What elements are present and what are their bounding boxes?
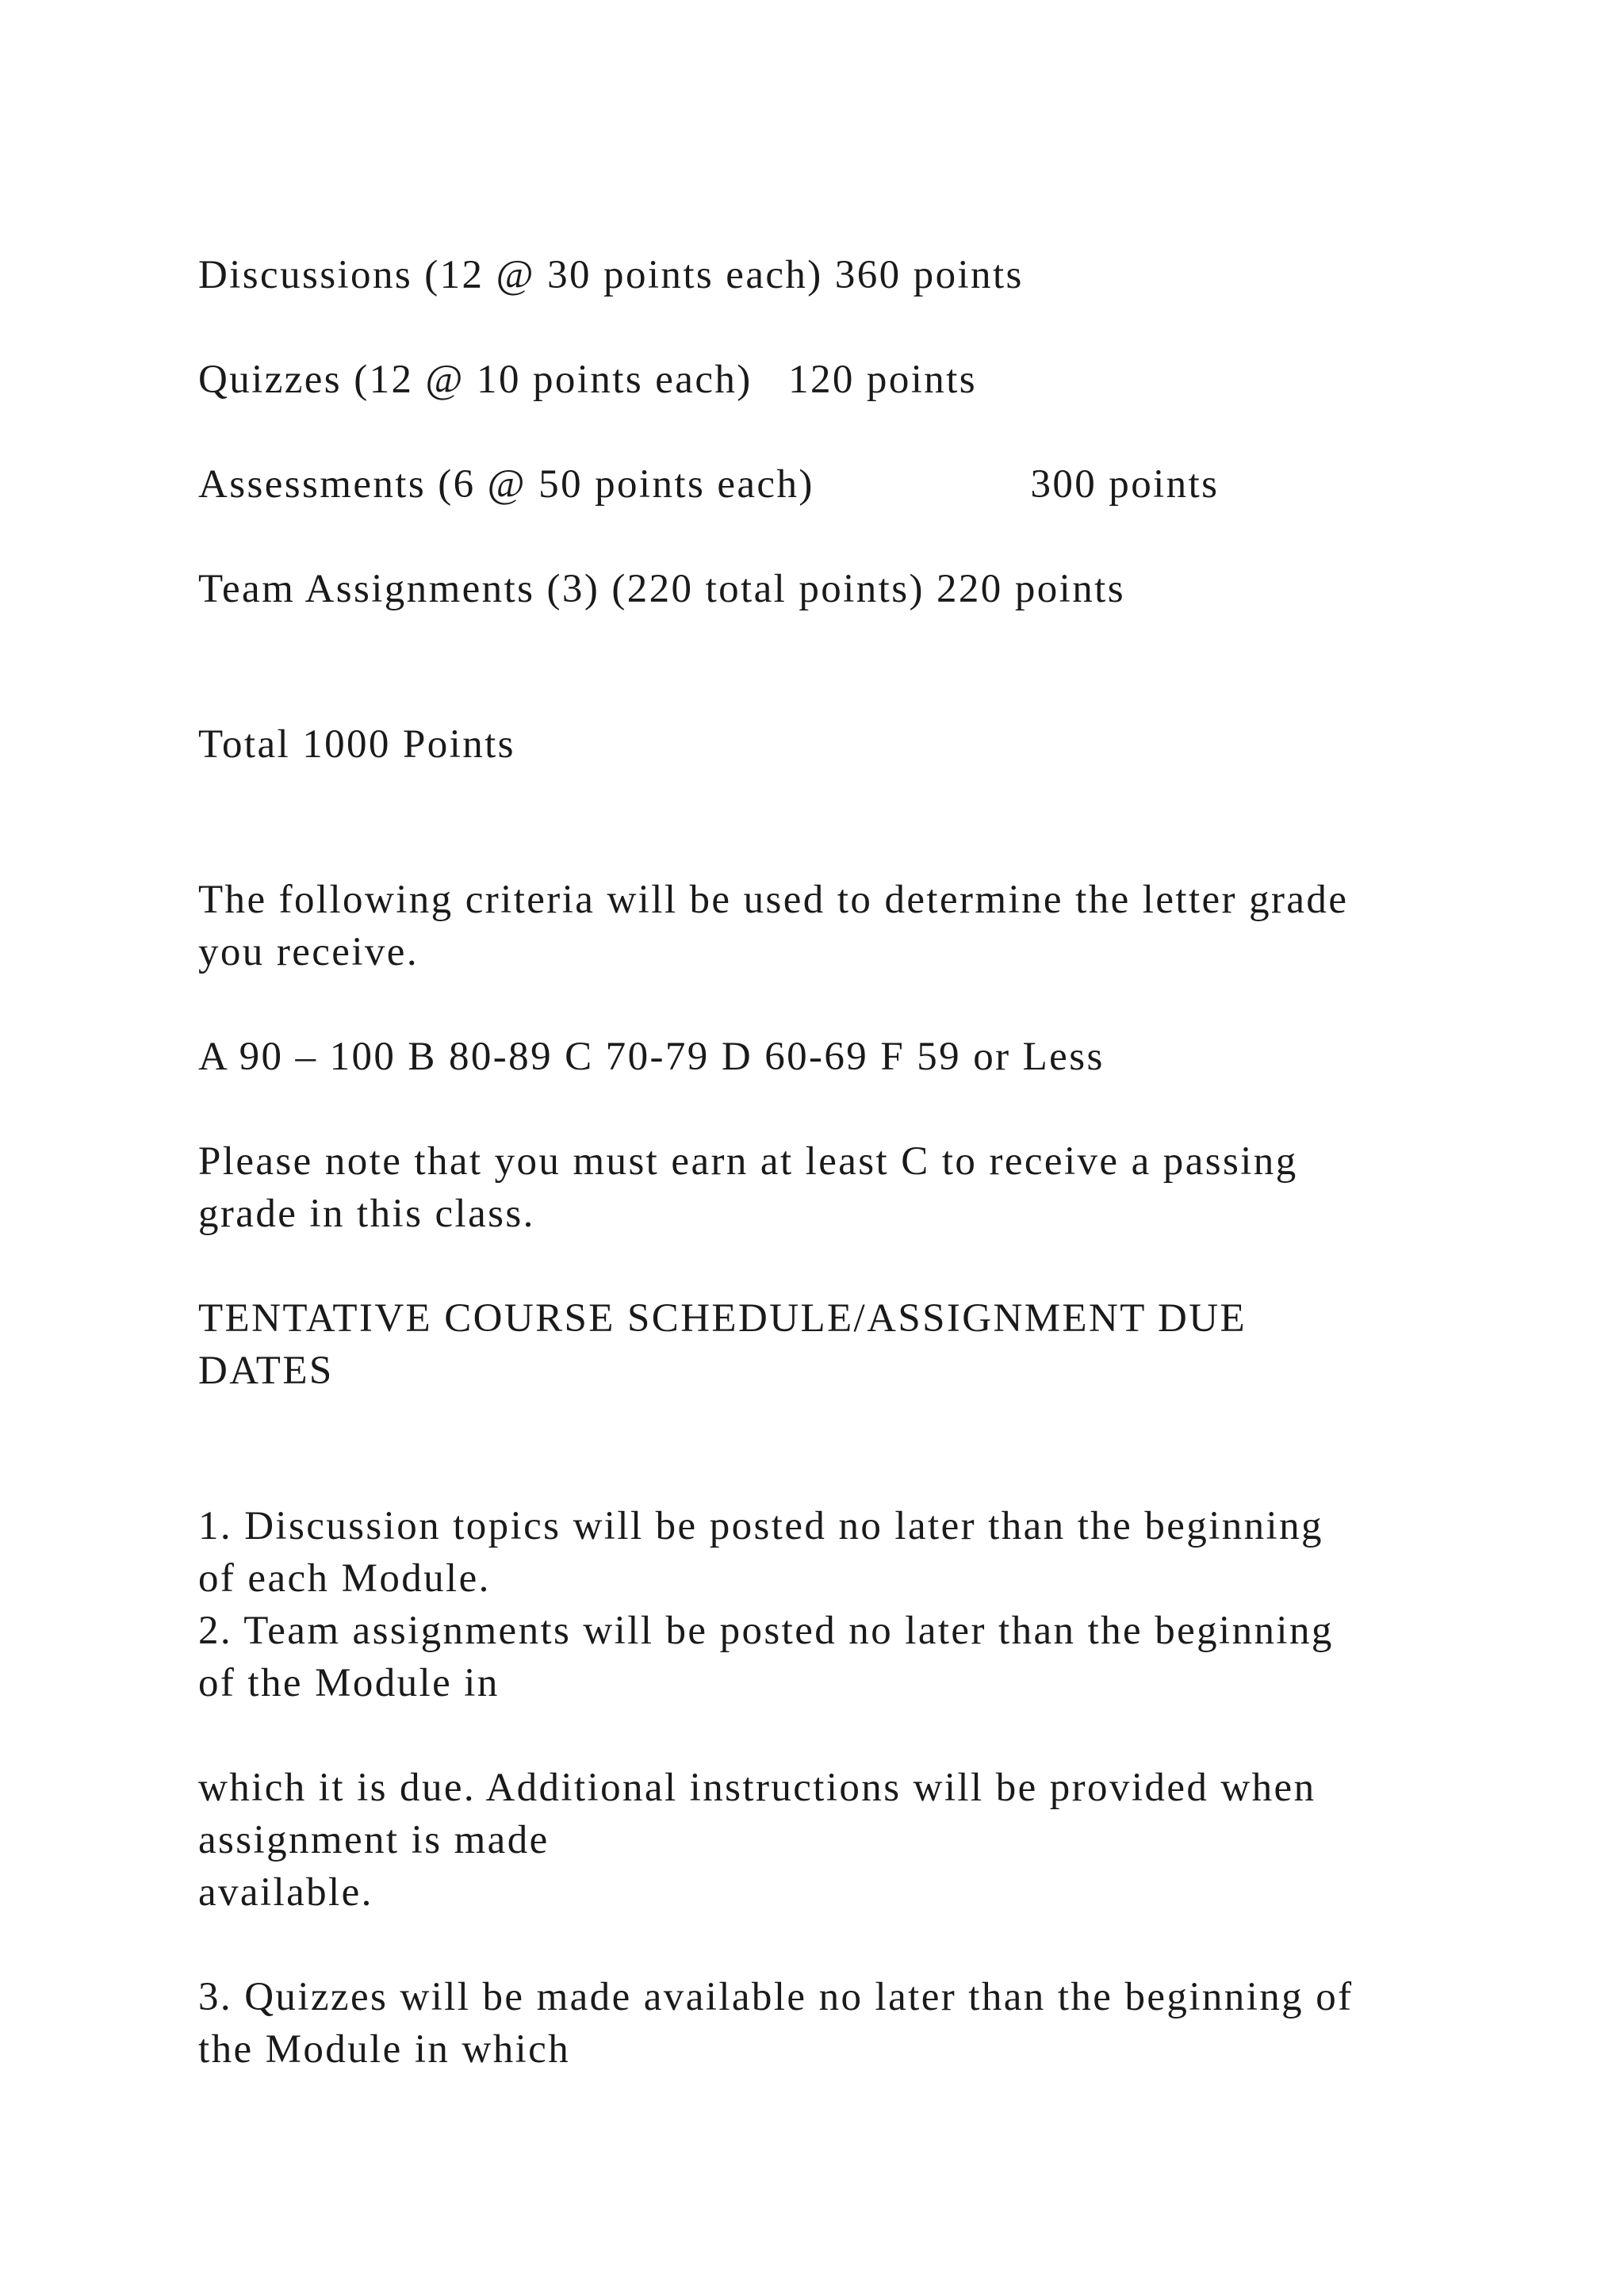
- schedule-item-2-line-1: 2. Team assignments will be posted no later than the beginning: [198, 1609, 1334, 1653]
- criteria-intro-line-1: The following criteria will be used to determine the letter grade: [198, 878, 1349, 922]
- schedule-item-2-line-2: of the Module in: [198, 1661, 500, 1705]
- grading-discussions: Discussions (12 @ 30 points each) 360 points: [198, 253, 1024, 297]
- schedule-item-2-line-4: assignment is made: [198, 1818, 550, 1862]
- passing-note-line-2: grade in this class.: [198, 1192, 535, 1236]
- schedule-item-1-line-2: of each Module.: [198, 1556, 491, 1601]
- grading-team-assignments: Team Assignments (3) (220 total points) 220 points: [198, 567, 1125, 611]
- schedule-heading-line-1: TENTATIVE COURSE SCHEDULE/ASSIGNMENT DUE: [198, 1296, 1247, 1341]
- passing-note-line-1: Please note that you must earn at least C to receive a passing: [198, 1139, 1298, 1184]
- schedule-item-2-line-5: available.: [198, 1870, 373, 1915]
- schedule-heading-line-2: DATES: [198, 1349, 334, 1393]
- schedule-item-1-line-1: 1. Discussion topics will be posted no later than the beginning: [198, 1504, 1323, 1548]
- grade-scale: A 90 – 100 B 80-89 C 70-79 D 60-69 F 59 or Less: [198, 1035, 1105, 1079]
- grading-assessments: Assessments (6 @ 50 points each) 300 points: [198, 462, 1220, 507]
- grading-total: Total 1000 Points: [198, 722, 515, 767]
- schedule-item-3-line-1: 3. Quizzes will be made available no later than the beginning of: [198, 1975, 1354, 2019]
- schedule-item-3-line-2: the Module in which: [198, 2027, 571, 2072]
- schedule-item-2-line-3: which it is due. Additional instructions will be provided when: [198, 1766, 1316, 1810]
- grading-quizzes: Quizzes (12 @ 10 points each) 120 points: [198, 358, 978, 402]
- criteria-intro-line-2: you receive.: [198, 930, 419, 974]
